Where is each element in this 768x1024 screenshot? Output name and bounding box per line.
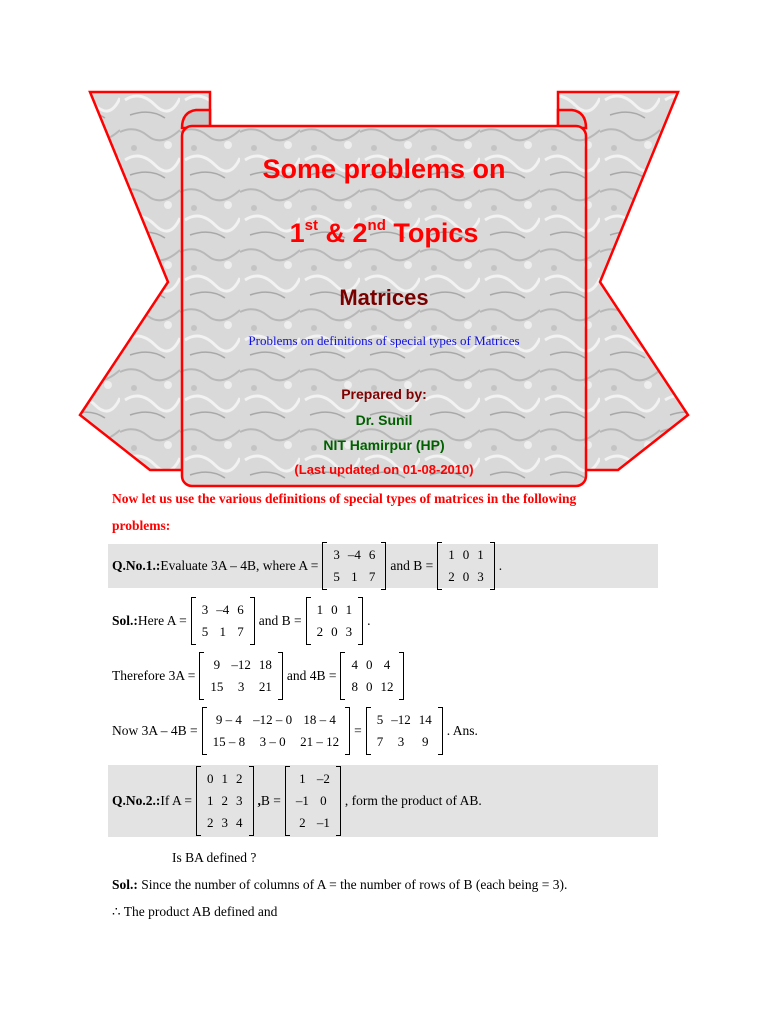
matrix-cell: –12 — [391, 712, 411, 727]
matrix-cell: 6 — [237, 602, 244, 617]
banner-title-line2 — [184, 218, 584, 249]
banner-updated: (Last updated on 01-08-2010) — [294, 462, 474, 477]
matrix-cell: –4 — [347, 547, 361, 562]
matrix-cell: 9 — [422, 734, 429, 749]
matrix-cell: 0 — [365, 679, 373, 694]
matrix-cell: 15 – 8 — [212, 734, 246, 749]
question1-text-c: . — [498, 558, 503, 573]
banner-institute: NIT Hamirpur (HP) — [323, 437, 445, 453]
matrix-cell: 7 — [368, 569, 376, 584]
matrix-difference — [202, 707, 351, 755]
matrix-cell: 3 — [477, 569, 484, 584]
solution2-label: Sol.: — [112, 877, 138, 892]
solution1-now — [112, 709, 478, 753]
matrix-cell: 3 — [201, 602, 209, 617]
solution1-text-c: . — [367, 613, 371, 628]
matrix-cell: –4 — [216, 602, 230, 617]
matrix-cell: 15 — [210, 679, 224, 694]
banner-author: Dr. Sunil — [355, 412, 413, 428]
now-text-c: . Ans. — [446, 723, 478, 738]
matrix-cell: 1 — [221, 771, 228, 786]
therefore-text-b: and 4B = — [286, 668, 337, 683]
matrix-cell: 14 — [418, 712, 432, 727]
title-num-1: 1 — [289, 218, 305, 248]
matrix-cell: –12 — [231, 657, 251, 672]
matrix-cell: 2 — [316, 624, 324, 639]
matrix-cell: 1 — [345, 602, 353, 617]
matrix-cell: 7 — [376, 734, 384, 749]
matrix-cell: 1 — [448, 547, 455, 562]
matrix-cell: 0 — [462, 547, 470, 562]
intro-line1: Now let us use the various definitions of special types of matrices in the following — [112, 491, 577, 506]
matrix-cell: 8 — [351, 679, 358, 694]
matrix-a — [196, 766, 254, 836]
banner-subject: Matrices — [339, 285, 429, 310]
matrix-cell: –2 — [316, 771, 330, 786]
matrix-cell: 4 — [351, 657, 358, 672]
matrix-cell: 5 — [333, 569, 340, 584]
matrix-result — [366, 707, 443, 755]
question2-sub: Is BA defined ? — [172, 850, 257, 865]
matrix-cell: 1 — [351, 569, 358, 584]
matrix-b — [437, 542, 495, 590]
title-sup-st: st — [304, 217, 318, 234]
matrix-cell: 2 — [448, 569, 455, 584]
banner-prepared-by: Prepared by: — [341, 386, 427, 402]
matrix-cell: 0 — [331, 624, 338, 639]
matrix-cell: 3 – 0 — [259, 734, 286, 749]
matrix-cell: 4 — [383, 657, 391, 672]
matrix-cell: 0 — [365, 657, 373, 672]
matrix-a — [191, 597, 255, 645]
matrix-cell: 0 — [207, 771, 214, 786]
matrix-cell: 21 – 12 — [300, 734, 340, 749]
question2-label: Q.No.2.: — [112, 793, 161, 808]
matrix-cell: 1 — [207, 793, 214, 808]
solution1-text-a: Here A = — [137, 613, 187, 628]
matrix-b — [306, 597, 364, 645]
banner-title-line1: Some problems on — [262, 154, 506, 184]
matrix-cell: –1 — [316, 815, 330, 830]
matrix-cell: 1 — [477, 547, 484, 562]
question2 — [112, 765, 482, 837]
matrix-cell: 0 — [331, 602, 338, 617]
solution1-line1 — [112, 599, 371, 643]
matrix-a — [322, 542, 386, 590]
matrix-cell: 1 — [219, 624, 226, 639]
matrix-cell: 2 — [299, 815, 306, 830]
question2-text-a: If A = — [160, 793, 192, 808]
matrix-cell: 1 — [316, 602, 324, 617]
question2-text-b: B = — [260, 793, 281, 808]
question1 — [112, 544, 502, 588]
matrix-cell: 0 — [462, 569, 470, 584]
solution1-text-b: and B = — [258, 613, 302, 628]
matrix-cell: 3 — [333, 547, 340, 562]
matrix-3a — [199, 652, 283, 700]
matrix-cell: 3 — [397, 734, 405, 749]
matrix-cell: –1 — [295, 793, 309, 808]
matrix-cell: 2 — [207, 815, 214, 830]
matrix-cell: 4 — [236, 815, 243, 830]
question1-text-a: Evaluate 3A – 4B, where A = — [160, 558, 319, 573]
solution2-line2: ∴ The product AB defined and — [112, 904, 278, 919]
matrix-cell: 12 — [380, 679, 394, 694]
title-topics: Topics — [385, 218, 479, 248]
question2-comma: , — [257, 793, 261, 808]
solution1-label: Sol.: — [112, 613, 138, 628]
matrix-cell: 2 — [221, 793, 228, 808]
matrix-cell: 2 — [236, 771, 243, 786]
now-text-a: Now 3A – 4B = — [112, 723, 198, 738]
matrix-cell: 6 — [368, 547, 376, 562]
question1-text-b: and B = — [390, 558, 434, 573]
solution2-text: Since the number of columns of A = the number of rows of B (each being = 3). — [137, 877, 568, 892]
banner-subtitle: Problems on definitions of special types of Matrices — [248, 333, 520, 348]
solution2-line1 — [112, 878, 567, 892]
therefore-text-a: Therefore 3A = — [112, 668, 196, 683]
matrix-b — [285, 766, 341, 836]
matrix-cell: 5 — [201, 624, 209, 639]
matrix-cell: 1 — [299, 771, 306, 786]
matrix-cell: 9 — [213, 657, 221, 672]
question2-text-c: , form the product of AB. — [344, 793, 482, 808]
matrix-cell: 3 — [236, 793, 243, 808]
matrix-4b — [340, 652, 404, 700]
question1-label: Q.No.1.: — [112, 558, 161, 573]
matrix-cell: 5 — [376, 712, 384, 727]
title-sup-nd: nd — [367, 217, 386, 234]
solution1-therefore — [112, 654, 408, 698]
matrix-cell: 3 — [237, 679, 245, 694]
matrix-cell: 18 – 4 — [303, 712, 336, 727]
matrix-cell: 3 — [345, 624, 353, 639]
title-amp-2: & 2 — [318, 218, 368, 248]
matrix-cell: –12 – 0 — [253, 712, 293, 727]
matrix-cell: 0 — [320, 793, 327, 808]
intro-line2: problems: — [112, 518, 171, 533]
matrix-cell: 7 — [237, 624, 244, 639]
now-text-b: = — [354, 723, 362, 738]
matrix-cell: 18 — [258, 657, 272, 672]
matrix-cell: 21 — [258, 679, 272, 694]
matrix-cell: 9 – 4 — [215, 712, 242, 727]
matrix-cell: 3 — [221, 815, 228, 830]
